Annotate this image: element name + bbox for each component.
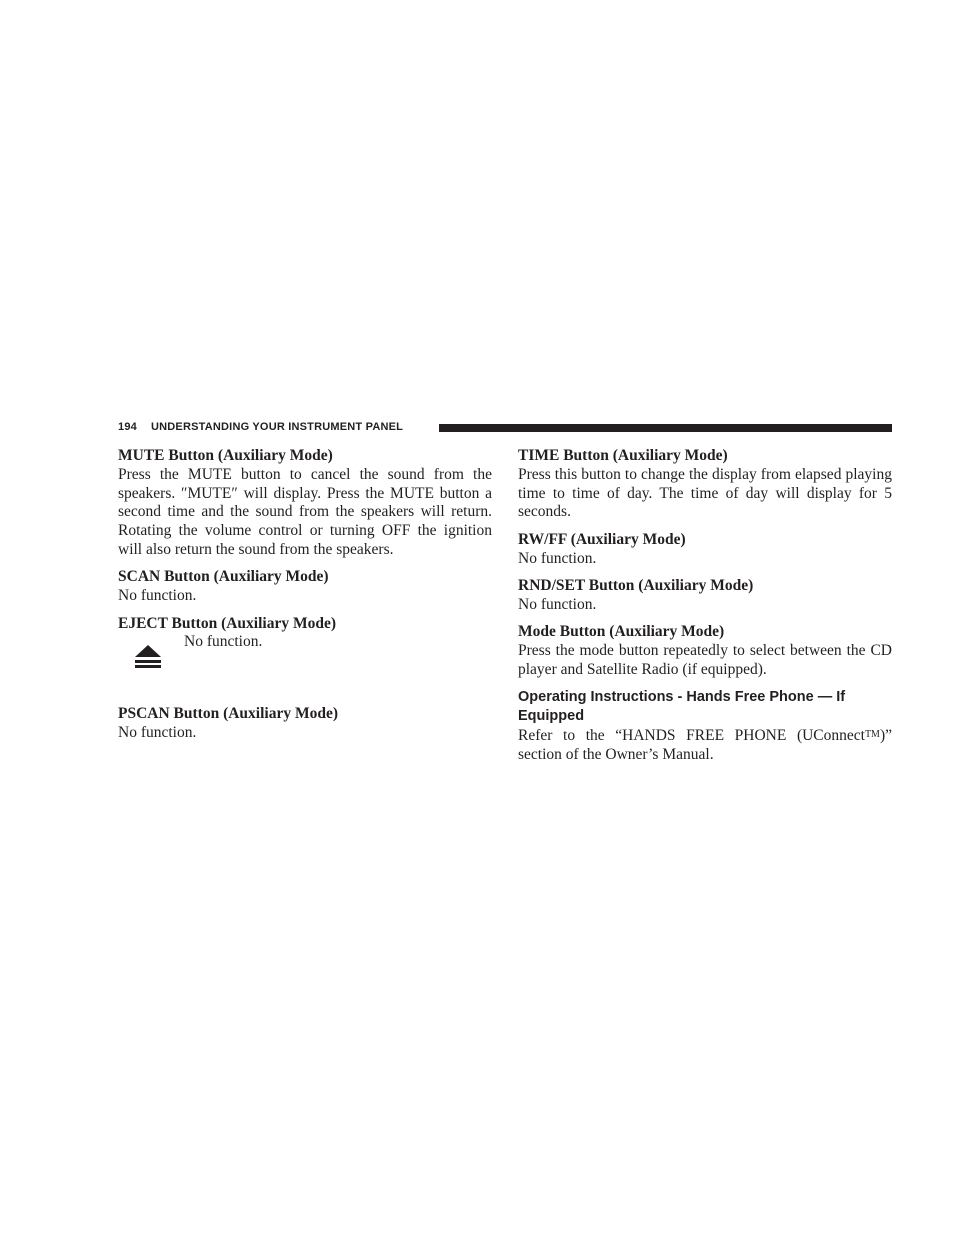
hands-free-body-end: )” section of the Owner’s Manual. bbox=[518, 727, 892, 763]
scan-heading: SCAN Button (Auxiliary Mode) bbox=[118, 568, 329, 586]
mode-heading: Mode Button (Auxiliary Mode) bbox=[518, 623, 725, 641]
hands-free-heading: Operating Instructions - Hands Free Phone — If Equipped bbox=[518, 689, 846, 725]
mute-heading: MUTE Button (Auxiliary Mode) bbox=[118, 447, 333, 464]
header-rule bbox=[439, 424, 892, 432]
eject-icon bbox=[134, 645, 162, 669]
page-header bbox=[118, 419, 892, 437]
pscan-section bbox=[118, 705, 492, 743]
trademark-mark: TM bbox=[864, 729, 880, 741]
rndset-heading: RND/SET Button (Auxiliary Mode) bbox=[518, 576, 754, 594]
time-section bbox=[518, 447, 892, 522]
scan-body: No function. bbox=[118, 587, 197, 605]
mode-section bbox=[518, 623, 892, 679]
hands-free-body bbox=[518, 726, 892, 765]
eject-heading: EJECT Button (Auxiliary Mode) bbox=[118, 614, 337, 632]
rndset-section bbox=[518, 577, 892, 615]
right-column bbox=[518, 447, 892, 773]
hands-free-body-start: Refer to the “HANDS FREE PHONE (UConnect bbox=[518, 727, 865, 745]
page-number: 194 bbox=[118, 421, 137, 433]
pscan-heading: PSCAN Button (Auxiliary Mode) bbox=[118, 704, 339, 722]
scan-section bbox=[118, 568, 492, 606]
hands-free-section bbox=[518, 688, 892, 765]
rwff-body: No function. bbox=[518, 549, 597, 567]
time-body: Press this button to change the display from elapsed playing time to time of day. The time of day will display for 5 seconds. bbox=[518, 465, 892, 521]
mute-body: Press the MUTE button to cancel the sound from the speakers. ″MUTE″ will display. Press the MUTE button a second time and the sound from the speakers will return. Rotating the volume control or turning OFF the ignition will also return the sound from the speakers. bbox=[118, 465, 492, 558]
rwff-heading: RW/FF (Auxiliary Mode) bbox=[518, 530, 686, 548]
eject-row bbox=[118, 633, 492, 696]
rndset-body: No function. bbox=[518, 595, 597, 613]
pscan-body: No function. bbox=[118, 723, 197, 741]
eject-body: No function. bbox=[184, 633, 263, 651]
mute-section bbox=[118, 447, 492, 560]
section-title: UNDERSTANDING YOUR INSTRUMENT PANEL bbox=[151, 421, 404, 433]
time-heading: TIME Button (Auxiliary Mode) bbox=[518, 447, 728, 464]
mode-body: Press the mode button repeatedly to select between the CD player and Satellite Radio (if equipped). bbox=[518, 641, 892, 678]
eject-section bbox=[118, 615, 492, 697]
rwff-section bbox=[518, 531, 892, 569]
left-column bbox=[118, 447, 492, 751]
